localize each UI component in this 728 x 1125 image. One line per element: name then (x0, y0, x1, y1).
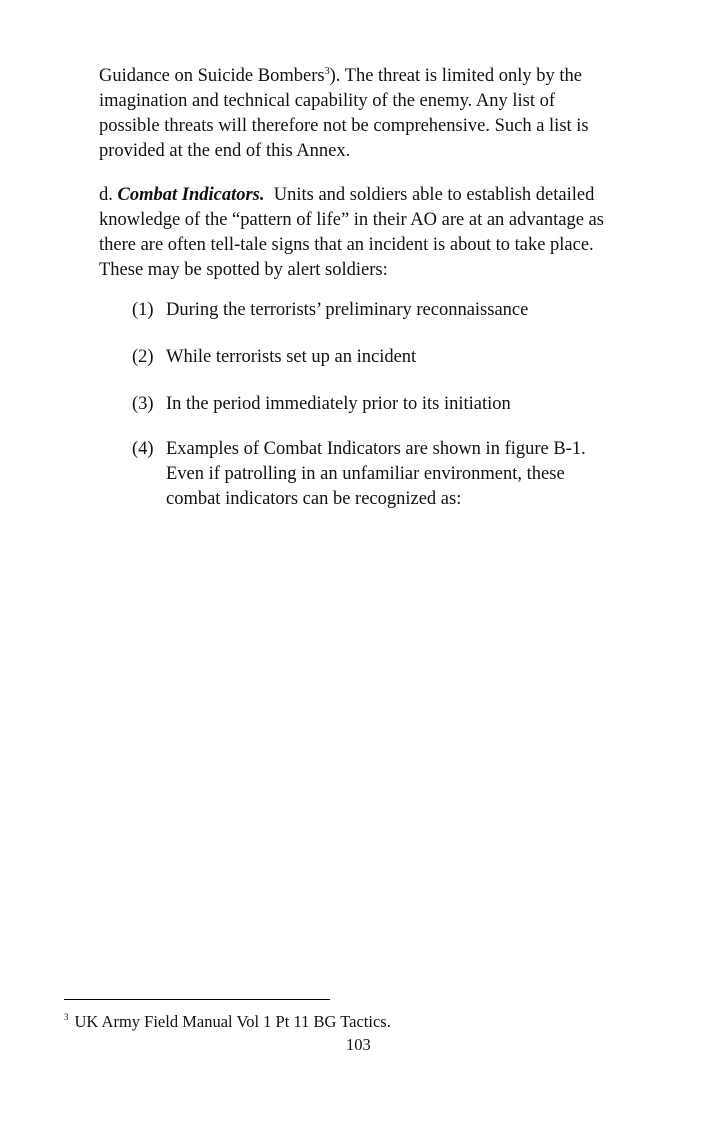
paragraph-line: there are often tell-tale signs that an incident is about to take place. (99, 235, 594, 255)
footnote-reference: 3 (324, 66, 330, 77)
paragraph-line: possible threats will therefore not be comprehensive. Such a list is (99, 116, 589, 136)
section-heading: Combat Indicators. (117, 185, 265, 205)
text-run: Units and soldiers able to establish detailed (273, 185, 595, 205)
paragraph-line: imagination and technical capability of the enemy. Any list of (99, 91, 556, 111)
list-item (132, 392, 511, 417)
paragraph-line (99, 64, 679, 89)
list-number: (3) (132, 394, 154, 414)
list-number: (1) (132, 300, 154, 320)
footnote (64, 1012, 391, 1032)
text-run: Guidance on Suicide Bombers (99, 66, 325, 86)
paragraph-line: These may be spotted by alert soldiers: (99, 260, 388, 280)
list-text: In the period immediately prior to its initiation (166, 394, 511, 414)
footnote-text: UK Army Field Manual Vol 1 Pt 11 BG Tactics. (74, 1012, 391, 1031)
list-text: Even if patrolling in an unfamiliar environment, these (166, 464, 565, 484)
paragraph-line (99, 183, 679, 208)
list-text: During the terrorists’ preliminary reconnaissance (166, 300, 529, 320)
list-item (132, 298, 528, 323)
list-text-block (166, 437, 686, 512)
paragraph-threats (99, 64, 679, 164)
list-text: combat indicators can be recognized as: (166, 489, 462, 509)
footnote-separator (64, 999, 330, 1000)
list-text: While terrorists set up an incident (166, 347, 417, 367)
paragraph-label: d. (99, 185, 113, 205)
list-number: (4) (132, 439, 154, 459)
text-run: ). The threat is limited only by the (329, 66, 583, 86)
list-item (132, 345, 416, 370)
paragraph-line: provided at the end of this Annex. (99, 141, 351, 161)
paragraph-combat-indicators (99, 183, 679, 283)
list-number: (2) (132, 347, 154, 367)
footnote-marker: 3 (64, 1012, 69, 1022)
paragraph-line: knowledge of the “pattern of life” in their AO are at an advantage as (99, 210, 604, 230)
list-text: Examples of Combat Indicators are shown in figure B-1. (166, 439, 586, 459)
page-number: 103 (346, 1035, 371, 1054)
